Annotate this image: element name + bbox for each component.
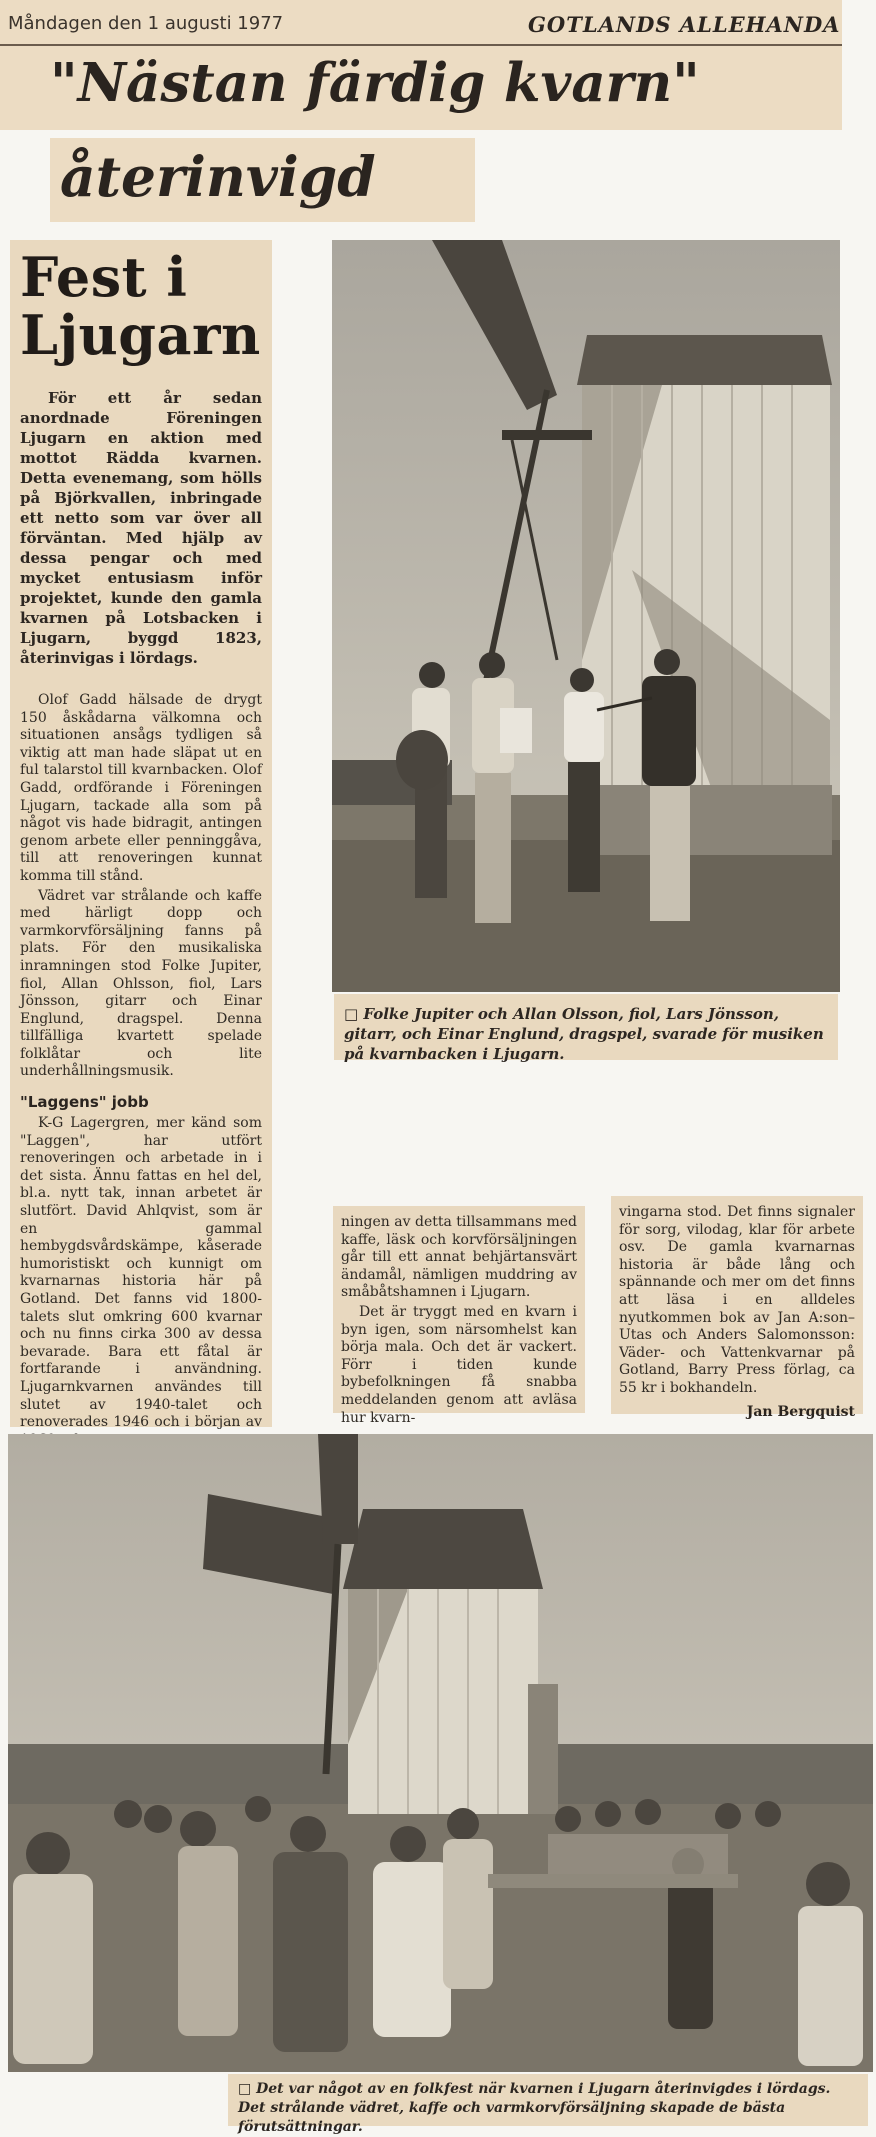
photo-musicians-image bbox=[332, 240, 840, 992]
article-crosshead: "Laggens" jobb bbox=[20, 1093, 149, 1112]
article-paragraph: K-G Lagergren, mer känd som "Laggen", har utfört renoveringen och arbetade in i det sista. Ännu fattas en hel del, bl.a. nytt tak, innan arbetet är slutfört. David Ahlqvist, som är en gammal hembygdsvårdskämpe, kåserade humoristiskt och kunnigt om kvarnarnas historia här på Gotland. Det fanns vid 1800-talets slut omkring 600 kvarnar och nu finns cirka 300 av dessa bevarade. Bara ett fåtal är fortfarande i användning. Ljugarnkvarnen användes till slutet av 1940-talet och renoverades 1946 och i början av bbox=[20, 1115, 262, 1431]
article-lead: För ett år sedan anordnade Föreningen Ljugarn en aktion med mottot Rädda kvarnen. Detta evenemang, som hölls på Björkvallen, inbringade ett netto som var över all förväntan. Med hjälp av dessa pengar och med mycket entusiasm inför projektet, kunde den gamla kvarnen på Lotsbacken i Ljugarn, byggd 1823, återinvigas i lördags. bbox=[20, 389, 262, 667]
article-paragraph: Olof Gadd hälsade de drygt 150 åskådarna välkomna och situationen ansågs tydligen så viktig att man hade släpat ut en ful talarstol till kvarnbacken. Olof Gadd, ordförande i Föreningen Ljugarn, tackade alla som på något vis hade bidragit, antingen genom arbete eller penninggåva, till att renoveringen kunnat komma till stånd. bbox=[20, 692, 262, 884]
photo-musicians bbox=[332, 240, 840, 992]
subheadline: återinvigd bbox=[60, 144, 376, 209]
photo-crowd bbox=[8, 1434, 873, 2072]
article-title: Fest i Ljugarn bbox=[20, 245, 261, 367]
article-paragraph: Det är tryggt med en kvarn i byn igen, som närsomhelst kan börja mala. Och det är vackert. Förr i tiden kunde bybefolkningen få snabba meddelanden genom att avläsa hur kvarn- bbox=[341, 1303, 577, 1426]
byline: Jan Bergquist bbox=[746, 1403, 855, 1420]
photo-crowd-image bbox=[8, 1434, 873, 2072]
headline: "Nästan färdig kvarn" bbox=[50, 52, 700, 114]
masthead-strip bbox=[0, 0, 842, 130]
issue-date: Måndagen den 1 augusti 1977 bbox=[8, 13, 284, 34]
article-column-main bbox=[10, 240, 272, 1431]
masthead-rule bbox=[0, 44, 842, 46]
photo-musicians-caption: □ Folke Jupiter och Allan Olsson, fiol, Lars Jönsson, gitarr, och Einar Englund, dragspel, svarade för musiken på kvarnbacken i Ljugarn. bbox=[344, 1005, 824, 1063]
article-column-end bbox=[611, 1196, 863, 1420]
photo-crowd-caption: □ Det var något av en folkfest när kvarnen i Ljugarn återinvigdes i lördags. Det strålande vädret, kaffe och varmkorvförsäljning skapade de bästa förutsättningar. bbox=[238, 2081, 831, 2135]
photo-crowd-caption-box bbox=[228, 2074, 868, 2135]
subheadline-strip bbox=[50, 138, 475, 222]
article-paragraph: vingarna stod. Det finns signaler för sorg, vilodag, klar för arbete osv. De gamla kvarnarnas historia är både lång och spännande och mer om det finns att läsa i en alldeles nyutkommen bok av Jan A:son–Utas och Anders Salomonsson: Väder- och Vattenkvarnar på Gotland, Barry Press förlag, ca 55 kr i bokhandeln. bbox=[619, 1204, 855, 1396]
photo-musicians-caption-box bbox=[334, 994, 838, 1063]
article-paragraph: Vädret var strålande och kaffe med härligt dopp och varmkorvförsäljning fanns på plats. För den musikaliska inramningen stod Folke Jupiter, fiol, Allan Ohlsson, fiol, Lars Jönsson, gitarr och Einar Englund, dragspel. Denna tillfälliga kvartett spelade folklåtar och lite underhållningsmusik. bbox=[20, 887, 262, 1080]
article-paragraph: ningen av detta tillsammans med kaffe, läsk och korvförsäljningen går till ett annat behjärtansvärt ändamål, nämligen muddring av småbåtshamnen i Ljugarn. bbox=[341, 1214, 577, 1301]
newspaper-name: GOTLANDS ALLEHANDA bbox=[528, 12, 841, 37]
article-column-continued bbox=[333, 1206, 585, 1426]
